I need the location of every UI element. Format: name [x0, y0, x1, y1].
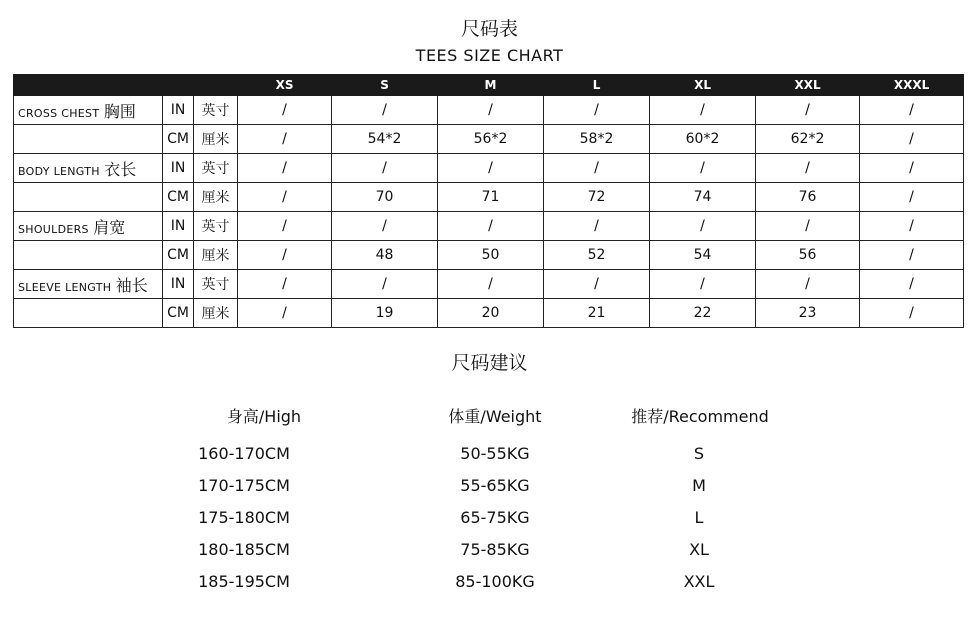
measurement-row-cm	[14, 183, 964, 212]
chart-title-en: TEES SIZE CHART	[415, 46, 564, 65]
unit-label: CM	[163, 183, 194, 212]
size-value-cell: /	[650, 270, 756, 299]
size-value-cell: /	[544, 270, 650, 299]
unit-label: CM	[163, 299, 194, 328]
measurement-name-en: SHOULDERS	[18, 222, 89, 236]
size-value-cell: /	[332, 270, 438, 299]
unit-label: IN	[163, 96, 194, 125]
size-table	[13, 74, 964, 328]
size-value-cell: /	[238, 183, 332, 212]
unit-label: IN	[163, 212, 194, 241]
size-value-cell: /	[238, 299, 332, 328]
recommend-height-value: 180-185CM	[198, 540, 290, 559]
size-value-cell: /	[238, 96, 332, 125]
recommend-header-weight: 体重/Weight	[448, 407, 542, 426]
recommend-height-value: 160-170CM	[198, 444, 290, 463]
measurement-name-cn: 肩宽	[93, 217, 126, 237]
recommend-header-size: 推荐/Recommend	[631, 407, 769, 426]
size-value-cell: /	[544, 154, 650, 183]
recommend-size-value: XL	[689, 540, 709, 559]
size-value-cell: /	[238, 241, 332, 270]
size-value-cell: /	[332, 96, 438, 125]
size-value-cell: 54	[650, 241, 756, 270]
unit-label-cn: 厘米	[194, 299, 238, 328]
size-value-cell: 70	[332, 183, 438, 212]
size-value-cell: /	[238, 125, 332, 154]
measurement-label	[14, 96, 163, 125]
measurement-name-en: BODY LENGTH	[18, 164, 100, 178]
size-value-cell: /	[756, 212, 860, 241]
measurement-label	[14, 125, 163, 154]
size-value-cell: 71	[438, 183, 544, 212]
size-value-cell: 62*2	[756, 125, 860, 154]
unit-label-cn: 厘米	[194, 241, 238, 270]
header-blank	[14, 75, 238, 96]
measurement-name-cn: 衣长	[104, 159, 137, 179]
size-header-l: L	[544, 75, 650, 96]
measurement-row-in	[14, 96, 964, 125]
size-value-cell: /	[860, 299, 964, 328]
measurement-row-cm	[14, 299, 964, 328]
size-value-cell: /	[332, 154, 438, 183]
unit-label-cn: 英寸	[194, 96, 238, 125]
measurement-label	[14, 270, 163, 299]
size-value-cell: 76	[756, 183, 860, 212]
size-header-row	[14, 75, 964, 96]
size-value-cell: /	[860, 154, 964, 183]
recommend-weight-value: 75-85KG	[460, 540, 530, 559]
size-value-cell: 74	[650, 183, 756, 212]
size-value-cell: 56*2	[438, 125, 544, 154]
measurement-label	[14, 299, 163, 328]
measurement-row-in	[14, 270, 964, 299]
size-value-cell: 52	[544, 241, 650, 270]
recommend-height-value: 175-180CM	[198, 508, 290, 527]
size-header-xxxl: XXXL	[860, 75, 964, 96]
unit-label: CM	[163, 241, 194, 270]
size-value-cell: /	[860, 212, 964, 241]
chart-title-cn: 尺码表	[460, 18, 518, 40]
size-value-cell: /	[650, 212, 756, 241]
size-header-s: S	[332, 75, 438, 96]
size-value-cell: 20	[438, 299, 544, 328]
size-header-xl: XL	[650, 75, 756, 96]
size-value-cell: /	[860, 270, 964, 299]
size-value-cell: /	[544, 212, 650, 241]
size-value-cell: 23	[756, 299, 860, 328]
recommend-height-value: 185-195CM	[198, 572, 290, 591]
recommend-weight-value: 55-65KG	[460, 476, 530, 495]
size-value-cell: 19	[332, 299, 438, 328]
size-value-cell: /	[238, 270, 332, 299]
recommend-size-value: XXL	[683, 572, 715, 591]
measurement-label	[14, 241, 163, 270]
measurement-row-in	[14, 154, 964, 183]
measurement-name-cn: 胸围	[103, 101, 136, 121]
recommend-header-height: 身高/High	[226, 407, 302, 426]
size-value-cell: /	[860, 183, 964, 212]
size-value-cell: 56	[756, 241, 860, 270]
size-value-cell: 22	[650, 299, 756, 328]
unit-label-cn: 英寸	[194, 212, 238, 241]
size-value-cell: /	[332, 212, 438, 241]
unit-label-cn: 厘米	[194, 183, 238, 212]
unit-label: IN	[163, 270, 194, 299]
size-value-cell: /	[756, 270, 860, 299]
size-value-cell: 72	[544, 183, 650, 212]
measurement-row-cm	[14, 241, 964, 270]
size-header-xs: XS	[238, 75, 332, 96]
measurement-row-cm	[14, 125, 964, 154]
unit-label-cn: 英寸	[194, 270, 238, 299]
size-value-cell: /	[650, 154, 756, 183]
size-value-cell: 48	[332, 241, 438, 270]
recommend-title: 尺码建议	[451, 352, 528, 374]
recommend-weight-value: 65-75KG	[460, 508, 530, 527]
unit-label: IN	[163, 154, 194, 183]
size-value-cell: 58*2	[544, 125, 650, 154]
measurement-name-en: SLEEVE LENGTH	[18, 280, 112, 294]
unit-label-cn: 英寸	[194, 154, 238, 183]
size-value-cell: /	[438, 96, 544, 125]
measurement-name-cn: 袖长	[115, 275, 148, 295]
size-value-cell: /	[860, 125, 964, 154]
measurement-row-in	[14, 212, 964, 241]
measurement-name-en: CROSS CHEST	[18, 106, 100, 120]
measurement-label	[14, 154, 163, 183]
size-value-cell: 60*2	[650, 125, 756, 154]
measurement-label	[14, 212, 163, 241]
size-value-cell: /	[544, 96, 650, 125]
size-value-cell: 50	[438, 241, 544, 270]
size-value-cell: /	[438, 212, 544, 241]
size-header-m: M	[438, 75, 544, 96]
size-value-cell: /	[238, 154, 332, 183]
size-value-cell: 21	[544, 299, 650, 328]
unit-label-cn: 厘米	[194, 125, 238, 154]
size-value-cell: 54*2	[332, 125, 438, 154]
size-value-cell: /	[756, 154, 860, 183]
unit-label: CM	[163, 125, 194, 154]
size-value-cell: /	[238, 212, 332, 241]
recommend-height-value: 170-175CM	[198, 476, 290, 495]
recommend-weight-value: 50-55KG	[460, 444, 530, 463]
size-header-xxl: XXL	[756, 75, 860, 96]
recommend-size-value: L	[694, 508, 704, 527]
measurement-label	[14, 183, 163, 212]
recommend-size-value: S	[693, 444, 705, 463]
recommend-size-value: M	[692, 476, 706, 495]
size-value-cell: /	[860, 96, 964, 125]
size-value-cell: /	[756, 96, 860, 125]
size-value-cell: /	[860, 241, 964, 270]
size-value-cell: /	[650, 96, 756, 125]
size-value-cell: /	[438, 270, 544, 299]
size-value-cell: /	[438, 154, 544, 183]
recommend-weight-value: 85-100KG	[455, 572, 535, 591]
